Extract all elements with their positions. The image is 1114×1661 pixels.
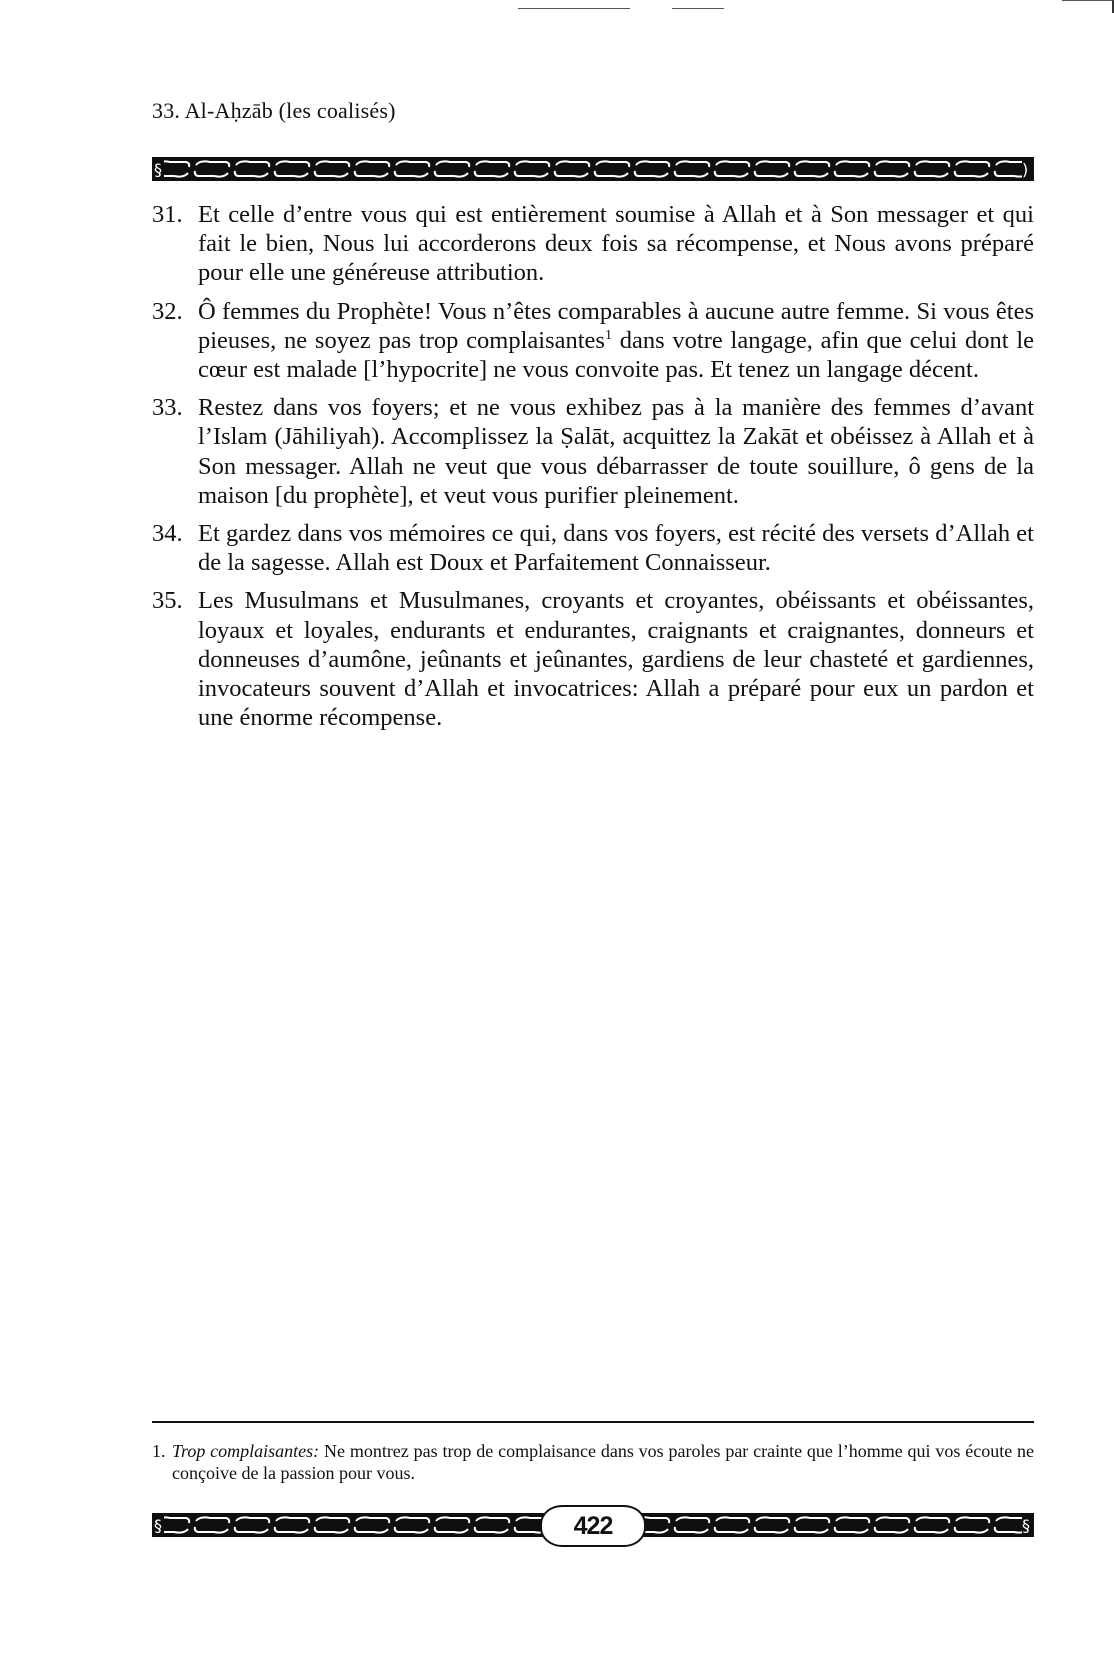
verse-text: Et gardez dans vos mémoires ce qui, dans vos foyers, est récité des versets d’Allah et de la sagesse. Allah est Doux et Parfaitement Connaisseur. bbox=[198, 520, 1034, 577]
verse-text bbox=[198, 297, 1034, 385]
top-ornament-band bbox=[152, 157, 1034, 181]
verse-text-part: dans votre langage, afin que celui dont le cœur est malade [l’hypocrite] ne vous convoite pas. Et tenez un langage décent. bbox=[198, 326, 1035, 384]
page-number: 422 bbox=[540, 1505, 646, 1547]
footnote bbox=[152, 1440, 1034, 1484]
page-corner-mark bbox=[1062, 0, 1114, 13]
chain-ornament-icon bbox=[152, 157, 1034, 181]
verse-text-part: Ô femmes du Prophète! Vous n’êtes comparables à aucune autre femme. Si vous êtes pieuses, ne soyez pas trop complaisantes bbox=[198, 297, 1034, 354]
verse-text: Et celle d’entre vous qui est entièrement soumise à Allah et à Son messager et qui fait le bien, Nous lui accorderons deux fois sa récompense, et Nous avons préparé pour elle une généreuse attribution. bbox=[198, 201, 1034, 287]
footnote-term: Trop complaisantes: bbox=[172, 1441, 320, 1461]
footnote-number: 1. bbox=[152, 1441, 166, 1461]
footnote-body bbox=[172, 1440, 1034, 1484]
footnote-reference[interactable]: 1 bbox=[604, 327, 612, 343]
verse-34 bbox=[152, 519, 1034, 577]
verse-number: 31. bbox=[152, 201, 183, 228]
verse-35 bbox=[152, 586, 1034, 732]
verse-32 bbox=[152, 297, 1034, 385]
verse-number: 32. bbox=[152, 297, 183, 325]
svg-text:§: § bbox=[154, 160, 162, 179]
svg-text:): ) bbox=[1022, 160, 1029, 179]
verse-31 bbox=[152, 200, 1034, 288]
verse-number: 34. bbox=[152, 520, 183, 548]
running-head: 33. Al-Aḥzāb (les coalisés) bbox=[152, 98, 396, 123]
scan-line-right bbox=[672, 8, 724, 9]
scan-line-left bbox=[518, 8, 630, 9]
verse-33 bbox=[152, 393, 1034, 510]
verse-number: 33. bbox=[152, 394, 183, 422]
footnote-text: Ne montrez pas trop de complaisance dans vos paroles par crainte que l’homme qui vos écoute ne conçoive de la passion pour vous. bbox=[172, 1441, 1034, 1483]
verse-list bbox=[152, 200, 1034, 741]
svg-text:§: § bbox=[154, 1516, 162, 1535]
svg-text:§: § bbox=[1022, 1516, 1030, 1535]
verse-text: Les Musulmans et Musulmanes, croyants et croyantes, obéissants et obéissantes, loyaux et loyales, endurants et endurantes, craignants et craignantes, donneurs et donneuses d’aumône, jeûnants et jeûnantes, gardiens de leur chasteté et gardiennes, invocateurs souvent d’Allah et invocatrices: Allah a préparé pour eux un pardon et une énorme récompense. bbox=[198, 587, 1034, 732]
verse-text: Restez dans vos foyers; et ne vous exhibez pas à la manière des femmes d’avant l’Islam (Jāhiliyah). Accomplissez la Ṣalāt, acquittez la Zakāt et obéissez à Allah et à Son messager. Allah ne veut que vous débarrasser de toute souillure, ô gens de la maison [du prophète], et veut vous purifier pleinement. bbox=[198, 394, 1034, 509]
verse-number: 35. bbox=[152, 587, 183, 615]
footnote-divider bbox=[152, 1421, 1034, 1423]
